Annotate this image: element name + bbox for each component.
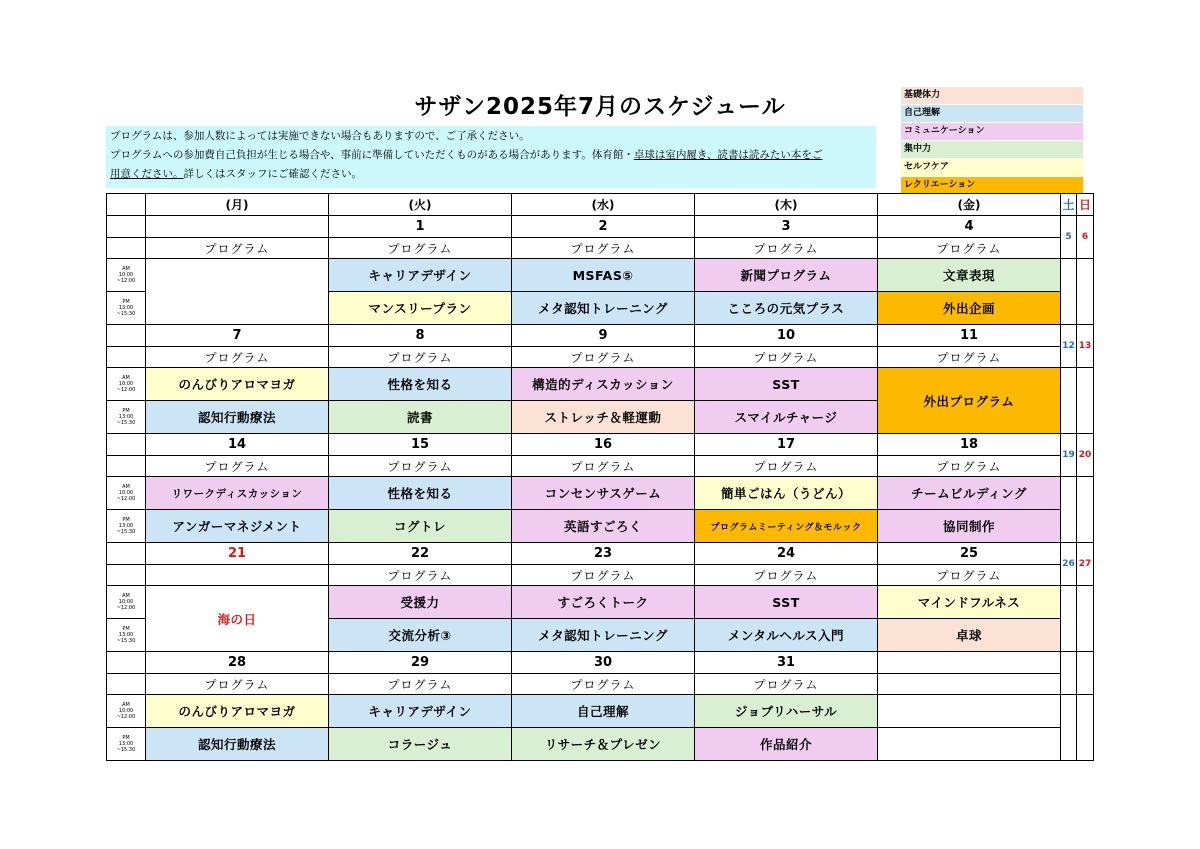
- spacer-cell: [107, 434, 146, 456]
- spacer-cell: [107, 216, 146, 238]
- weekday-sun: 日: [1077, 194, 1094, 216]
- program-cell: SST: [695, 368, 878, 401]
- program-cell: キャリアデザイン: [329, 259, 512, 292]
- program-cell: 卓球: [878, 619, 1061, 652]
- date-row: [107, 325, 1094, 347]
- time-pm: PM 13:00 ~15:30: [107, 401, 146, 434]
- program-label: プログラム: [878, 456, 1061, 477]
- date-cell: 9: [512, 325, 695, 347]
- date-cell-sat: 19: [1061, 434, 1077, 477]
- date-cell: 24: [695, 543, 878, 565]
- legend-item: 集中力: [901, 141, 1083, 158]
- program-cell: マインドフルネス: [878, 586, 1061, 619]
- program-label-row: [107, 456, 1094, 477]
- program-cell: 構造的ディスカッション: [512, 368, 695, 401]
- program-label: プログラム: [146, 347, 329, 368]
- date-cell-sat: 5: [1061, 216, 1077, 259]
- date-row: [107, 543, 1094, 565]
- program-label: プログラム: [695, 238, 878, 259]
- corner-cell: [107, 194, 146, 216]
- program-label: プログラム: [695, 456, 878, 477]
- date-cell: 2: [512, 216, 695, 238]
- program-cell: ストレッチ＆軽運動: [512, 401, 695, 434]
- time-am: AM 10:00 ~12:00: [107, 695, 146, 728]
- date-cell: 15: [329, 434, 512, 456]
- program-cell: のんびりアロマヨガ: [146, 368, 329, 401]
- weekday-sat: 土: [1061, 194, 1077, 216]
- weekend-cell: [1077, 259, 1094, 325]
- program-cell: 英語すごろく: [512, 510, 695, 543]
- spacer-cell: [107, 347, 146, 368]
- date-row: [107, 434, 1094, 456]
- program-cell: メタ認知トレーニング: [512, 619, 695, 652]
- program-label: プログラム: [146, 456, 329, 477]
- notice-underlined: 卓球は室内履き、読書は読みたい本をご: [633, 149, 823, 161]
- program-label-row: [107, 674, 1094, 695]
- legend-item: コミュニケーション: [901, 123, 1083, 140]
- program-label: プログラム: [695, 565, 878, 586]
- program-cell: マンスリープラン: [329, 292, 512, 325]
- program-cell-empty: [878, 695, 1061, 728]
- legend-item: セルフケア: [901, 159, 1083, 176]
- program-label: プログラム: [329, 456, 512, 477]
- legend-item: 基礎体力: [901, 87, 1083, 104]
- date-cell: 3: [695, 216, 878, 238]
- program-cell: 作品紹介: [695, 728, 878, 761]
- date-cell: 30: [512, 652, 695, 674]
- date-cell-sun: 13: [1077, 325, 1094, 368]
- program-cell: ジョブリハーサル: [695, 695, 878, 728]
- date-cell: 14: [146, 434, 329, 456]
- weekday-header-row: [107, 194, 1094, 216]
- time-am: AM 10:00 ~12:00: [107, 477, 146, 510]
- program-cell: 自己理解: [512, 695, 695, 728]
- program-cell: コラージュ: [329, 728, 512, 761]
- notice-underlined: 用意ください。: [110, 168, 184, 180]
- date-cell: [146, 216, 329, 238]
- time-am: AM 10:00 ~12:00: [107, 259, 146, 292]
- program-label: プログラム: [695, 347, 878, 368]
- program-label: プログラム: [329, 238, 512, 259]
- date-cell: 10: [695, 325, 878, 347]
- time-pm: PM 13:00 ~15:30: [107, 619, 146, 652]
- legend-item: 自己理解: [901, 105, 1083, 122]
- program-cell: SST: [695, 586, 878, 619]
- date-cell-holiday: 21: [146, 543, 329, 565]
- program-cell: 受援力: [329, 586, 512, 619]
- program-cell: コグトレ: [329, 510, 512, 543]
- date-cell: 31: [695, 652, 878, 674]
- date-cell-sun: 20: [1077, 434, 1094, 477]
- spacer-cell: [107, 565, 146, 586]
- time-am: AM 10:00 ~12:00: [107, 586, 146, 619]
- date-row: [107, 652, 1094, 674]
- program-label: プログラム: [512, 674, 695, 695]
- time-pm: PM 13:00 ~15:30: [107, 510, 146, 543]
- weekend-cell: [1061, 695, 1077, 761]
- program-cell: 新聞プログラム: [695, 259, 878, 292]
- date-cell: 18: [878, 434, 1061, 456]
- program-cell: 認知行動療法: [146, 401, 329, 434]
- holiday-cell: 海の日: [146, 586, 329, 652]
- weekend-cell: [1077, 477, 1094, 543]
- program-cell: アンガーマネジメント: [146, 510, 329, 543]
- notice-line: プログラムへの参加費自己負担が生じる場合や、事前に準備していただくものがある場合があります。体育館・卓球は室内履き、読書は読みたい本をご: [110, 149, 823, 161]
- weekend-cell: [1061, 477, 1077, 543]
- program-cell: 性格を知る: [329, 368, 512, 401]
- program-cell: 外出プログラム: [878, 368, 1061, 434]
- program-cell: 読書: [329, 401, 512, 434]
- program-label-row: [107, 565, 1094, 586]
- program-cell: のんびりアロマヨガ: [146, 695, 329, 728]
- page-title: サザン2025年7月のスケジュール: [414, 94, 786, 120]
- program-label: プログラム: [329, 565, 512, 586]
- spacer-cell: [107, 238, 146, 259]
- am-row: [107, 695, 1094, 728]
- program-label: プログラム: [329, 674, 512, 695]
- date-cell: 16: [512, 434, 695, 456]
- program-cell: リワークディスカッション: [146, 477, 329, 510]
- category-legend: [901, 87, 1083, 195]
- spacer-cell: [107, 543, 146, 565]
- date-cell: 7: [146, 325, 329, 347]
- program-label-empty: [878, 674, 1061, 695]
- program-cell: コンセンサスゲーム: [512, 477, 695, 510]
- program-label-row: [107, 347, 1094, 368]
- spacer-cell: [107, 456, 146, 477]
- program-cell: すごろくトーク: [512, 586, 695, 619]
- date-cell: 23: [512, 543, 695, 565]
- program-label: プログラム: [329, 347, 512, 368]
- program-cell: 外出企画: [878, 292, 1061, 325]
- notice-box: [106, 126, 876, 188]
- program-label: プログラム: [878, 238, 1061, 259]
- legend-item: レクリエーション: [901, 177, 1083, 194]
- program-cell: こころの元気プラス: [695, 292, 878, 325]
- date-cell-sat: 26: [1061, 543, 1077, 586]
- weekday-thu: (木): [695, 194, 878, 216]
- date-cell: 4: [878, 216, 1061, 238]
- weekday-wed: (水): [512, 194, 695, 216]
- time-pm: PM 13:00 ~15:30: [107, 292, 146, 325]
- program-label: プログラム: [512, 456, 695, 477]
- am-row: [107, 259, 1094, 292]
- weekday-fri: (金): [878, 194, 1061, 216]
- program-cell: チームビルディング: [878, 477, 1061, 510]
- program-cell: 認知行動療法: [146, 728, 329, 761]
- notice-line: プログラムは、参加人数によっては実施できない場合もありますので、ご了承ください。: [110, 130, 530, 142]
- program-label: プログラム: [512, 565, 695, 586]
- program-cell: MSFAS⑤: [512, 259, 695, 292]
- date-cell-sun: 27: [1077, 543, 1094, 586]
- date-cell-sun: 6: [1077, 216, 1094, 259]
- program-cell-empty: [878, 728, 1061, 761]
- program-label: プログラム: [512, 347, 695, 368]
- time-am: AM 10:00 ~12:00: [107, 368, 146, 401]
- date-cell: 17: [695, 434, 878, 456]
- weekend-cell: [1061, 259, 1077, 325]
- program-cell: [146, 259, 329, 325]
- program-cell: 文章表現: [878, 259, 1061, 292]
- spacer-cell: [107, 674, 146, 695]
- program-cell: 協同制作: [878, 510, 1061, 543]
- program-label: プログラム: [146, 674, 329, 695]
- date-cell-sat: 12: [1061, 325, 1077, 368]
- program-label-row: [107, 238, 1094, 259]
- am-row: [107, 477, 1094, 510]
- am-row: [107, 586, 1094, 619]
- program-label-empty: [146, 565, 329, 586]
- time-pm: PM 13:00 ~15:30: [107, 728, 146, 761]
- weekend-cell: [1077, 368, 1094, 434]
- date-cell: 29: [329, 652, 512, 674]
- program-cell: メンタルヘルス入門: [695, 619, 878, 652]
- program-cell: キャリアデザイン: [329, 695, 512, 728]
- program-label: プログラム: [695, 674, 878, 695]
- program-label: プログラム: [146, 238, 329, 259]
- program-cell: スマイルチャージ: [695, 401, 878, 434]
- program-label: プログラム: [512, 238, 695, 259]
- weekday-mon: (月): [146, 194, 329, 216]
- am-row: [107, 368, 1094, 401]
- date-row: [107, 216, 1094, 238]
- date-cell: 11: [878, 325, 1061, 347]
- weekend-cell: [1061, 586, 1077, 652]
- date-cell: 22: [329, 543, 512, 565]
- program-cell: メタ認知トレーニング: [512, 292, 695, 325]
- date-cell: 28: [146, 652, 329, 674]
- date-cell: [878, 652, 1061, 674]
- program-cell: 交流分析③: [329, 619, 512, 652]
- date-cell-sun: [1077, 652, 1094, 695]
- date-cell: 1: [329, 216, 512, 238]
- weekday-tue: (火): [329, 194, 512, 216]
- weekend-cell: [1061, 368, 1077, 434]
- program-label: プログラム: [878, 347, 1061, 368]
- date-cell: 8: [329, 325, 512, 347]
- date-cell: 25: [878, 543, 1061, 565]
- program-cell: 性格を知る: [329, 477, 512, 510]
- spacer-cell: [107, 325, 146, 347]
- schedule-table: [106, 193, 1094, 761]
- program-cell: 簡単ごはん（うどん）: [695, 477, 878, 510]
- spacer-cell: [107, 652, 146, 674]
- notice-line: 用意ください。詳しくはスタッフにご確認ください。: [110, 168, 362, 180]
- pm-row: [107, 510, 1094, 543]
- program-label: プログラム: [878, 565, 1061, 586]
- weekend-cell: [1077, 695, 1094, 761]
- program-cell: プログラムミーティング＆モルック: [695, 510, 878, 543]
- date-cell-sat: [1061, 652, 1077, 695]
- pm-row: [107, 728, 1094, 761]
- program-cell: リサーチ＆プレゼン: [512, 728, 695, 761]
- weekend-cell: [1077, 586, 1094, 652]
